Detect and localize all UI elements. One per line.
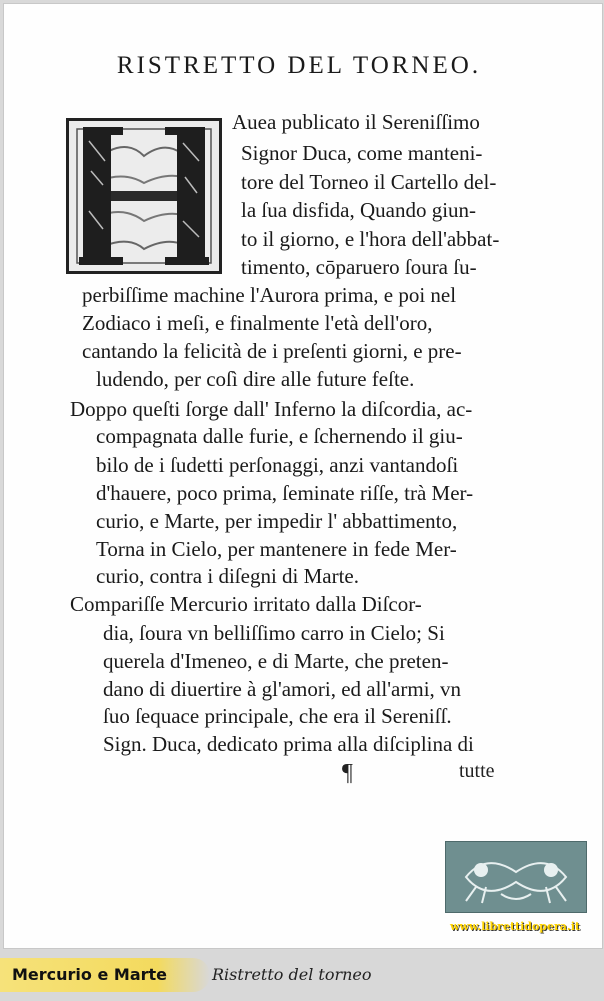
text-line: cantando la felicità de i preſenti giorni, e pre- — [82, 339, 462, 363]
catchword: tutte — [459, 760, 495, 782]
ornament-icon — [446, 842, 586, 912]
breadcrumb-section[interactable]: Mercurio e Marte — [12, 965, 168, 984]
text-line: tore del Torneo il Cartello del- — [241, 170, 497, 194]
site-url-link[interactable]: www.librettidopera.it — [449, 920, 581, 933]
page-title: RISTRETTO DEL TORNEO. — [116, 52, 482, 79]
text-line: ludendo, per coſì dire alle future feſte. — [96, 367, 415, 391]
text-line: la ſua disfida, Quando giun- — [241, 198, 477, 222]
text-line: to il giorno, e l'hora dell'abbat- — [241, 227, 500, 251]
pilcrow-mark: ¶ — [342, 760, 353, 786]
text-line: Aueа publicato il Sereniſſimo — [232, 110, 480, 134]
text-line: Signor Duca, come manteni- — [241, 141, 483, 165]
text-line: Doppo queſti ſorge dall' Inferno la diſcordia, ac- — [70, 397, 473, 421]
text-line: d'hauere, poco prima, ſeminate riſſe, trà Mer- — [96, 481, 474, 505]
text-line: curio, e Marte, per impedir l' abbattimento, — [96, 509, 458, 533]
decorated-initial-h-icon — [66, 118, 222, 274]
text-line: curio, contra i diſegni di Marte. — [96, 564, 360, 588]
site-logo[interactable] — [445, 841, 587, 913]
breadcrumb-subtitle: Ristretto del torneo — [212, 965, 372, 984]
text-line: Zodiaco i meſi, e finalmente l'età dell'oro, — [82, 311, 433, 335]
text-line: timento, cōparuero ſoura ſu- — [241, 255, 477, 279]
text-line: dia, ſoura vn belliſſimo carro in Cielo; Si — [103, 621, 445, 645]
text-line: ſuo ſequace principale, che era il Sereniſſ. — [103, 704, 452, 728]
text-line: Compariſſe Mercurio irritato dalla Diſcor- — [70, 592, 422, 616]
text-line: Torna in Cielo, per mantenere in fede Mer- — [96, 537, 457, 561]
text-line: Sign. Duca, dedicato prima alla diſciplina di — [103, 732, 474, 756]
text-line: dano di diuertire à gl'amori, ed all'armi, vn — [103, 677, 462, 701]
text-line: perbiſſime machine l'Aurora prima, e poi nel — [82, 283, 457, 307]
text-line: querela d'Imeneo, e di Marte, che preten- — [103, 649, 449, 673]
text-line: bilo de i ſudetti perſonaggi, anzi vantandoſi — [96, 453, 459, 477]
text-line: compagnata dalle furie, e ſchernendo il giu- — [96, 424, 463, 448]
